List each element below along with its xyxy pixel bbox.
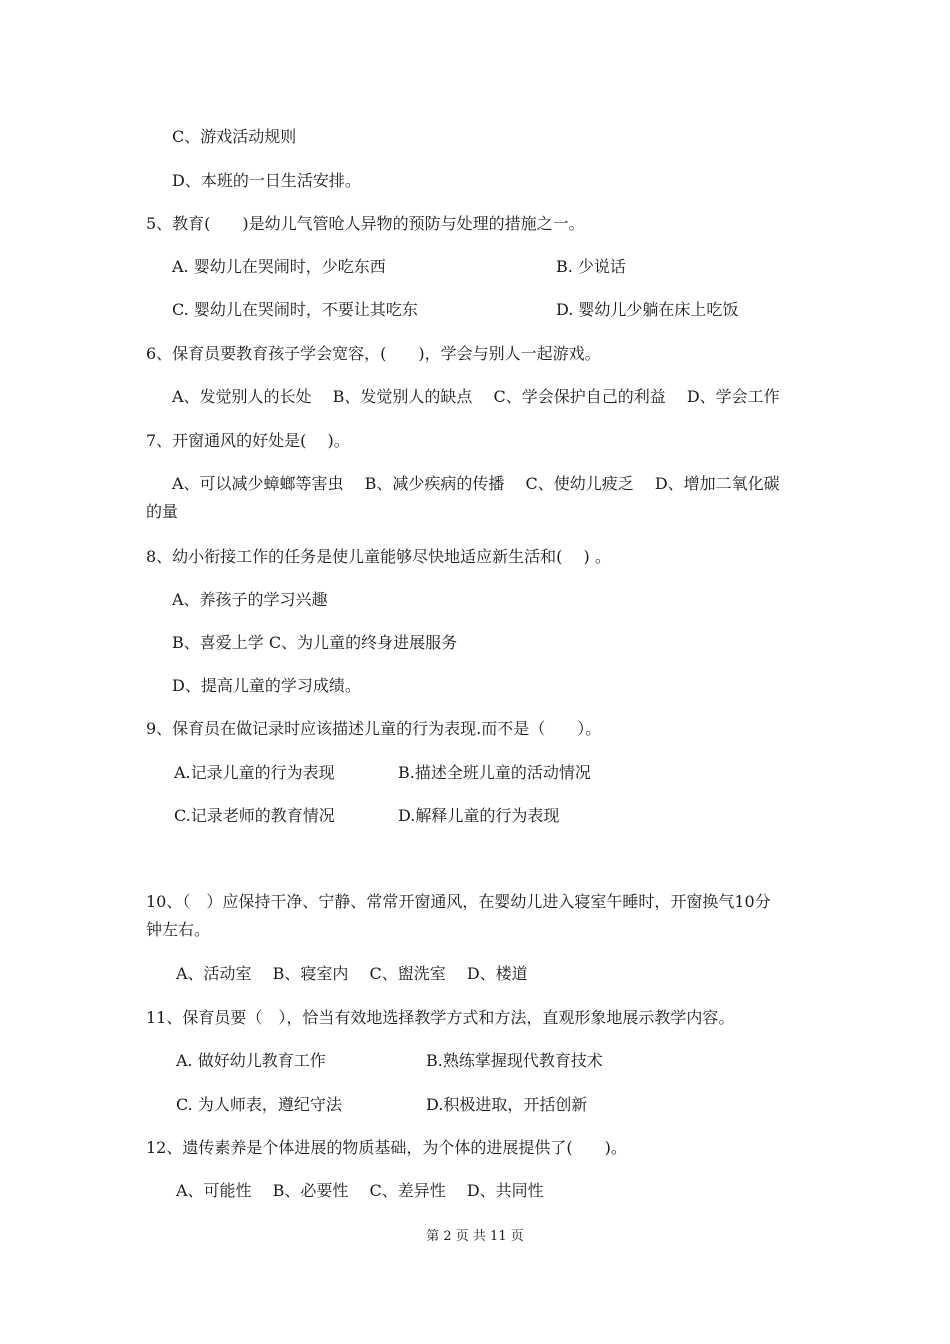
q4-option-c: C、游戏活动规则 [172,127,297,146]
q9-option-c: C.记录老师的教育情况 [174,806,335,825]
q5-option-c: C. 婴幼儿在哭闹时，不要让其吃东 [172,300,418,319]
q9-question: 9、保育员在做记录时应该描述儿童的行为表现.而不是（ ）。 [146,719,602,738]
q7-question: 7、开窗通风的好处是( )。 [146,431,350,450]
q5-option-b: B. 少说话 [556,257,626,276]
q6-question: 6、保育员要教育孩子学会宽容，( )，学会与别人一起游戏。 [146,344,601,363]
q7-options: A、可以减少蟑螂等害虫 B、减少疾病的传播 C、使幼儿疲乏 D、增加二氧化碳 [172,474,780,493]
q11-question: 11、保育员要（ ），恰当有效地选择教学方式和方法，直观形象地展示教学内容。 [146,1008,735,1027]
q9-option-a: A.记录儿童的行为表现 [174,763,335,782]
q8-option-d: D、提高儿童的学习成绩。 [172,676,361,695]
q12-options: A、可能性 B、必要性 C、差异性 D、共同性 [176,1181,544,1200]
q5-option-a: A. 婴幼儿在哭闹时，少吃东西 [172,257,386,276]
q7-options-continued: 的量 [146,502,179,521]
q9-option-d: D.解释儿童的行为表现 [398,806,560,825]
q11-option-d: D.积极进取，开括创新 [426,1095,588,1114]
q4-option-d: D、本班的一日生活安排。 [172,171,361,190]
q10-options: A、活动室 B、寝室内 C、盥洗室 D、楼道 [176,964,528,983]
q8-option-bc: B、喜爱上学 C、为儿童的终身进展服务 [172,633,458,652]
q10-question-continued: 钟左右。 [146,920,211,939]
q9-option-b: B.描述全班儿童的活动情况 [398,763,591,782]
q5-option-d: D. 婴幼儿少躺在床上吃饭 [556,300,739,319]
q6-options: A、发觉别人的长处 B、发觉别人的缺点 C、学会保护自己的利益 D、学会工作 [172,387,780,406]
page-footer: 第 2 页 共 11 页 [426,1229,524,1244]
q8-question: 8、幼小衔接工作的任务是使儿童能够尽快地适应新生活和( ) 。 [146,547,611,566]
q5-question: 5、教育( )是幼儿气管呛人异物的预防与处理的措施之一。 [146,214,585,233]
q12-question: 12、遗传素养是个体进展的物质基础，为个体的进展提供了( )。 [146,1138,627,1157]
q11-option-a: A. 做好幼儿教育工作 [176,1051,326,1070]
q11-option-b: B.熟练掌握现代教育技术 [426,1051,603,1070]
q11-option-c: C. 为人师表，遵纪守法 [176,1095,342,1114]
q8-option-a: A、养孩子的学习兴趣 [172,590,328,609]
q10-question: 10、（ ）应保持干净、宁静、常常开窗通风，在婴幼儿进入寝室午睡时，开窗换气10分 [146,892,771,911]
